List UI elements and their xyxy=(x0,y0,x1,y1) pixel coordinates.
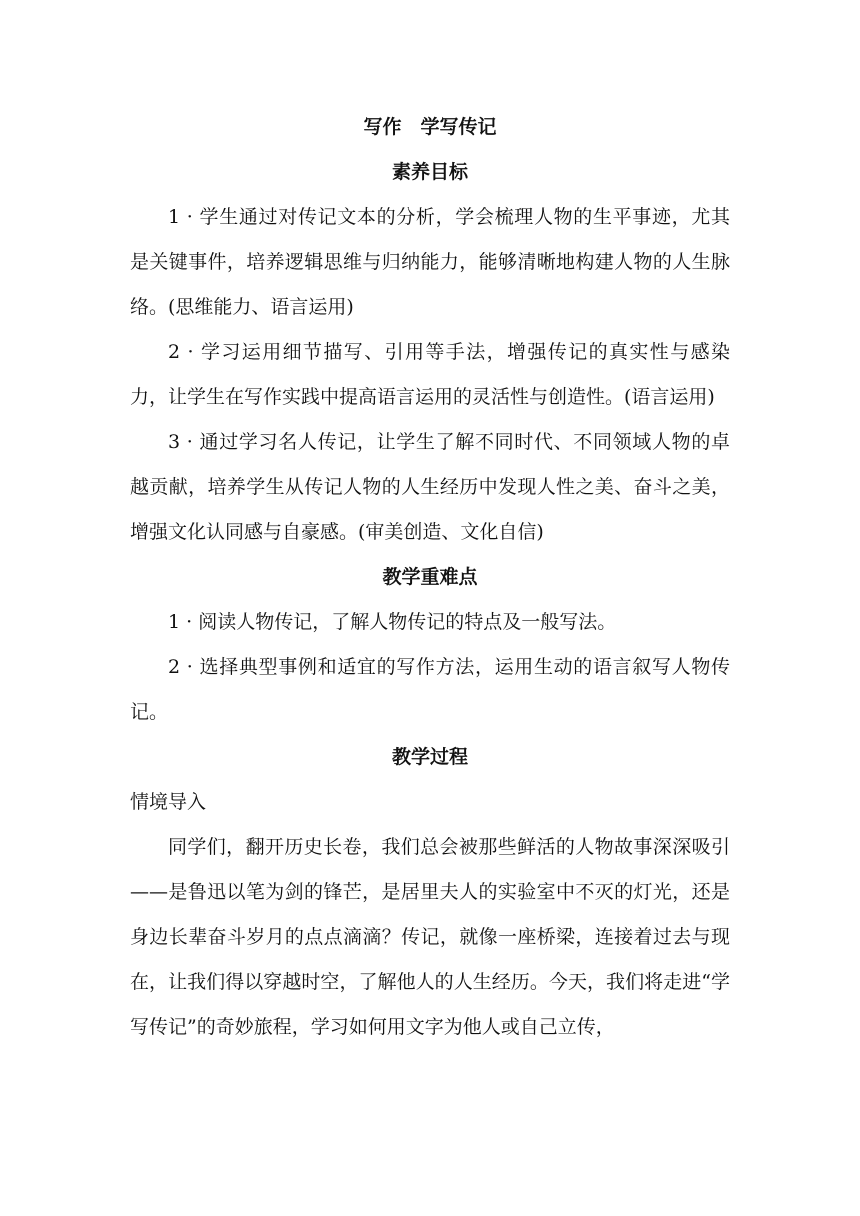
intro-paragraph: 同学们，翻开历史长卷，我们总会被那些鲜活的人物故事深深吸引——是鲁迅以笔为剑的锋芒，是居里夫人的实验室中不灭的灯光，还是身边长辈奋斗岁月的点点滴滴？传记，就像一座桥梁，连接着过去与现在，让我们得以穿越时空，了解他人的人生经历。今天，我们将走进“学写传记”的奇妙旅程，学习如何用文字为他人或自己立传， xyxy=(130,836,730,1038)
goal-item-3: 3 · 通过学习名人传记，让学生了解不同时代、不同领域人物的卓越贡献，培养学生从传记人物的人生经历中发现人性之美、奋斗之美，增强文化认同感与自豪感。(审美创造、文化自信) xyxy=(130,431,730,543)
section-heading-process: 教学过程 xyxy=(391,746,468,768)
document-title: 写作 学写传记 xyxy=(363,116,497,138)
keypoint-item-2: 2 · 选择典型事例和适宜的写作方法，运用生动的语言叙写人物传记。 xyxy=(130,656,730,723)
goal-item-2: 2 · 学习运用细节描写、引用等手法，增强传记的真实性与感染力，让学生在写作实践中提高语言运用的灵活性与创造性。(语言运用) xyxy=(130,341,730,408)
section-heading-goals: 素养目标 xyxy=(391,161,468,183)
document-page xyxy=(130,104,730,1050)
section-heading-keypoints: 教学重难点 xyxy=(382,566,478,588)
subheading-intro: 情境导入 xyxy=(130,791,207,813)
keypoint-item-1: 1 · 阅读人物传记，了解人物传记的特点及一般写法。 xyxy=(168,611,617,633)
goal-item-1: 1 · 学生通过对传记文本的分析，学会梳理人物的生平事迹，尤其是关键事件，培养逻辑思维与归纳能力，能够清晰地构建人物的人生脉络。(思维能力、语言运用) xyxy=(130,206,730,318)
